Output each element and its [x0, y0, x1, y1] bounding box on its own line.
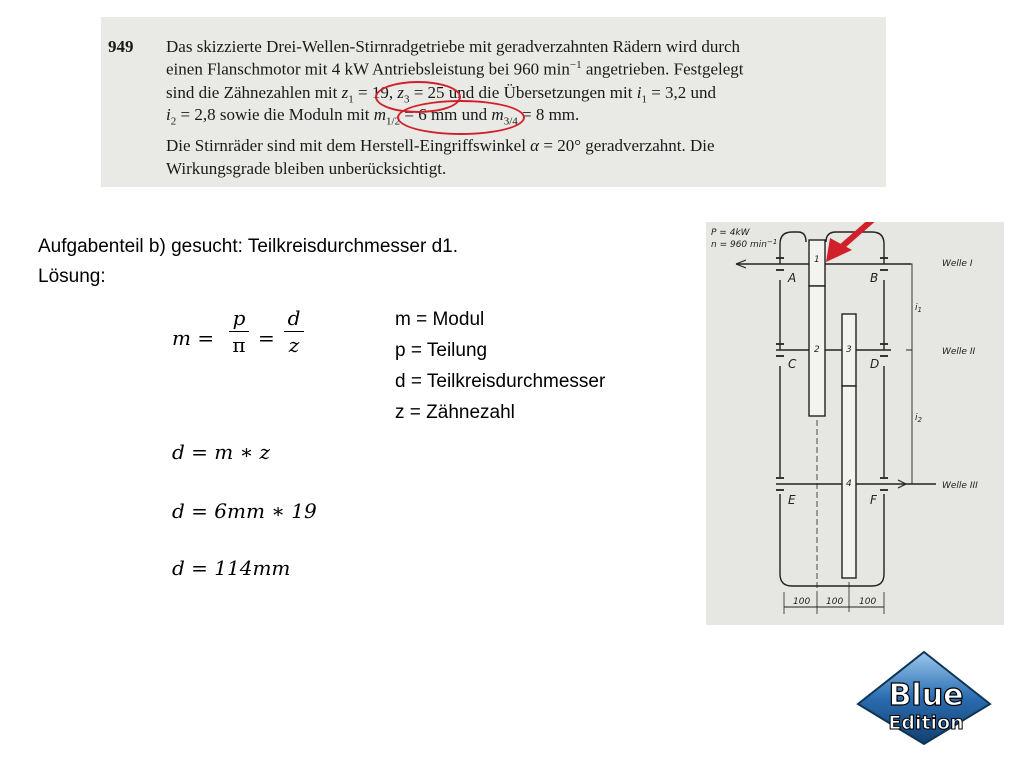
bearing-E: E: [788, 493, 796, 507]
ratio-label-1: $i_1$: [915, 303, 922, 314]
problem-line-4: $i_2 = 2,8$ sowie die Moduln mit $m_{1/2} = 6$ mm und $m_{3/4} = 8$ mm.: [166, 105, 580, 128]
formula-diameter: d = m ∗ z: [172, 440, 271, 464]
problem-scan: [101, 17, 886, 187]
shaft-label-II: Welle II: [942, 347, 976, 357]
formula-diameter-result: d = 114mm: [172, 556, 291, 580]
shaft-label-III: Welle III: [942, 481, 978, 491]
gear-label-1: 1: [814, 255, 820, 265]
problem-line-5: Die Stirnräder sind mit dem Herstell-Eingriffswinkel α = 20° geradverzahnt. Die: [166, 136, 715, 155]
gear-label-2: 2: [814, 345, 820, 355]
power-label: P = 4kW: [711, 228, 750, 238]
formula-diameter-values: d = 6mm ∗ 19: [172, 499, 317, 523]
gear-label-4: 4: [846, 479, 852, 489]
bearing-B: B: [870, 271, 879, 285]
formula-module-lhs: m =: [172, 326, 215, 350]
highlight-circle-m12: [397, 100, 525, 135]
dimension-label: 100: [793, 597, 811, 607]
fraction-bar: [229, 331, 249, 332]
problem-line-3: sind die Zähnezahlen mit $z_1 = 19$, $z_3 = 25$ und die Übersetzungen mit $i_1 = 3,2$ und: [166, 83, 717, 106]
numerator-p: p: [232, 306, 246, 330]
logo-text-blue: Blue: [888, 678, 964, 713]
symbol-legend: [395, 304, 605, 428]
formula-module-eq2: =: [258, 326, 275, 350]
gearbox-drawing: [706, 222, 1004, 625]
problem-line-2: einen Flanschmotor mit 4 kW Antriebsleistung bei 960 $\min^{-1}$ angetrieben. Festgelegt: [166, 59, 744, 79]
scan-bleed: [111, 19, 114, 35]
problem-line-1: Das skizzierte Drei-Wellen-Stirnradgetriebe mit geradverzahnten Rädern wird durch: [166, 37, 741, 56]
fraction-bar: [284, 331, 304, 332]
housing-bottom: [780, 494, 884, 586]
gearbox-sketch: [706, 222, 1004, 625]
red-pointer-arrow: [826, 222, 886, 262]
bearing-C: C: [788, 357, 797, 371]
bearing-D: D: [870, 357, 880, 371]
bearing-A: A: [788, 271, 797, 285]
numerator-d: d: [287, 306, 301, 330]
logo-diamond: [856, 650, 992, 746]
blue-edition-logo: [856, 650, 992, 751]
legend-item: d = Teilkreisdurchmesser: [395, 371, 606, 392]
dimension-label: 100: [859, 597, 877, 607]
fraction-d-over-z: [284, 306, 304, 357]
solution-label: Lösung:: [38, 266, 106, 287]
ratio-bracket-1: [906, 264, 912, 350]
task-heading: Aufgabenteil b) gesucht: Teilkreisdurchmesser d1.: [38, 236, 458, 257]
legend-item: p = Teilung: [395, 340, 488, 361]
housing-top-left: [780, 232, 806, 264]
shaft-label-I: Welle I: [942, 259, 973, 269]
speed-label: n = 960 $\min^{-1}$: [711, 238, 778, 250]
legend-item: z = Zähnezahl: [395, 402, 515, 423]
problem-number: 949: [108, 37, 134, 56]
gear-label-3: 3: [846, 345, 852, 355]
legend-item: m = Modul: [395, 309, 485, 330]
ratio-bracket-2: [906, 350, 912, 484]
dimension-label: 100: [826, 597, 844, 607]
denominator-pi: π: [232, 333, 246, 358]
ratio-label-2: $i_2$: [915, 413, 922, 424]
problem-line-6: Wirkungsgrade bleiben unberücksichtigt.: [166, 159, 447, 178]
bearing-F: F: [870, 493, 877, 507]
fraction-p-over-pi: [229, 306, 249, 357]
denominator-z: z: [288, 333, 300, 358]
logo-text-edition: Edition: [888, 712, 964, 734]
